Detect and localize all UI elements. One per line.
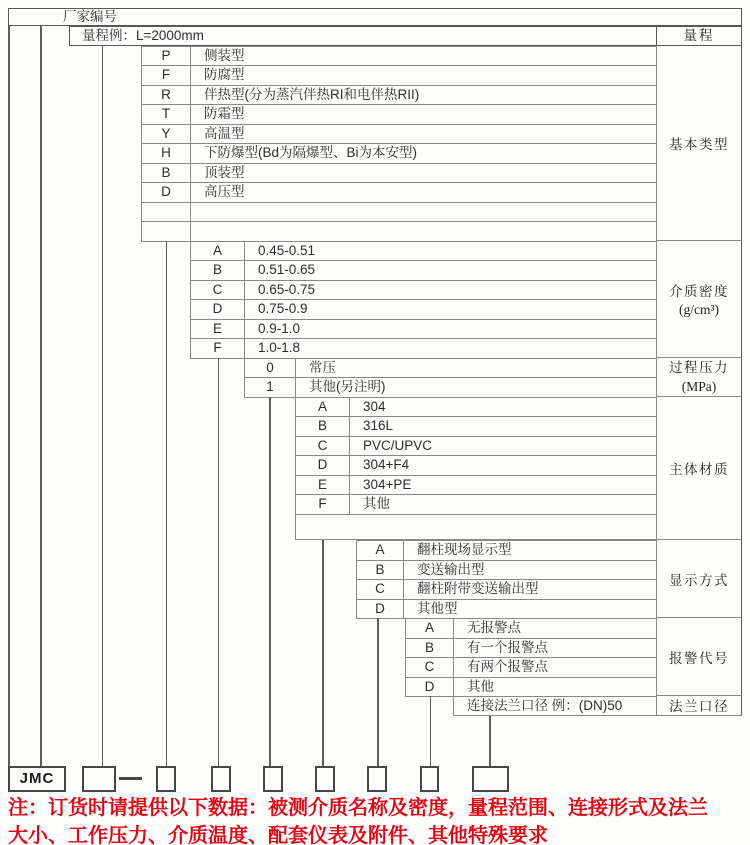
desc-cell: 1.0-1.8 xyxy=(245,339,657,358)
category-label-text: 介质密度 xyxy=(669,283,729,299)
category-label-density xyxy=(657,241,742,358)
model-code-box-alarm-code xyxy=(420,766,439,792)
category-label-display-mode xyxy=(657,540,742,618)
code-cell: B xyxy=(142,164,191,183)
code-cell: 0 xyxy=(245,359,296,378)
category-label-text: 报警代号 xyxy=(669,650,729,666)
density-table xyxy=(190,241,657,359)
model-code-box-density xyxy=(211,766,231,792)
table-row xyxy=(296,476,657,496)
category-label-text: 过程压力 xyxy=(669,359,729,375)
connector-line-display-mode xyxy=(377,618,379,766)
desc-cell: 防霜型 xyxy=(191,105,657,124)
desc-cell xyxy=(191,222,657,241)
table-row xyxy=(296,398,657,418)
order-note xyxy=(8,794,748,845)
code-cell: D xyxy=(406,678,454,697)
desc-cell: 304+PE xyxy=(350,476,657,495)
desc-cell: 0.51-0.65 xyxy=(245,261,657,280)
model-code-box-material xyxy=(315,766,335,792)
table-row xyxy=(406,658,657,678)
connector-line-outer-left xyxy=(8,26,10,767)
code-cell: F xyxy=(296,495,350,514)
desc-cell: 翻柱附带变送输出型 xyxy=(404,580,657,599)
table-row xyxy=(191,300,657,320)
desc-cell: 其他(另注明) xyxy=(296,378,657,397)
connector-line-flange-size xyxy=(489,716,491,767)
model-code-box-display-mode xyxy=(367,766,387,792)
desc-cell: 304+F4 xyxy=(350,456,657,475)
desc-cell: 0.65-0.75 xyxy=(245,281,657,300)
category-label-alarm-code xyxy=(657,618,742,696)
code-cell xyxy=(142,203,191,222)
factory-number-box xyxy=(8,8,742,26)
model-code-box-pressure xyxy=(263,766,283,792)
connector-line-basic-type xyxy=(166,241,168,767)
table-row xyxy=(406,619,657,639)
desc-cell: 其他 xyxy=(350,495,657,514)
table-row xyxy=(296,437,657,457)
connector-line-pressure xyxy=(269,397,271,767)
desc-cell xyxy=(191,203,657,222)
table-row xyxy=(191,320,657,340)
table-row xyxy=(191,261,657,281)
pressure-table xyxy=(244,358,657,398)
table-row xyxy=(142,203,657,223)
model-dash xyxy=(119,777,142,780)
code-cell: C xyxy=(296,437,350,456)
code-cell: D xyxy=(357,600,404,619)
alarm-code-table xyxy=(405,618,657,697)
table-row xyxy=(357,600,657,620)
table-row xyxy=(296,495,657,515)
desc-cell: PVC/UPVC xyxy=(350,437,657,456)
desc-cell: 其他 xyxy=(454,678,657,697)
range-example-text: 量程例：L=2000mm xyxy=(70,27,657,45)
connector-line-factory-no xyxy=(40,26,42,767)
table-row xyxy=(142,125,657,145)
desc-cell: 其他型 xyxy=(404,600,657,619)
code-cell: A xyxy=(357,541,404,560)
category-label-range: 量程 xyxy=(683,28,715,43)
model-code-box-basic-type xyxy=(156,766,176,792)
material-table xyxy=(295,397,657,515)
material-table-empty-row xyxy=(295,514,657,541)
category-label-unit: (MPa) xyxy=(681,378,717,394)
category-label-text: 基本类型 xyxy=(669,136,729,152)
table-row xyxy=(191,281,657,301)
order-note-line1: 注：订货时请提供以下数据：被测介质名称及密度，量程范围、连接形式及法兰 xyxy=(8,797,708,819)
code-cell: H xyxy=(142,144,191,163)
factory-number-label: 厂家编号 xyxy=(63,9,117,24)
connector-line-density xyxy=(218,358,220,767)
table-row xyxy=(357,580,657,600)
code-cell: E xyxy=(191,320,245,339)
code-cell: F xyxy=(191,339,245,358)
code-cell: C xyxy=(191,281,245,300)
code-cell: C xyxy=(406,658,454,677)
desc-cell: 变送输出型 xyxy=(404,561,657,580)
desc-cell: 有两个报警点 xyxy=(454,658,657,677)
category-label-text: 法兰口径 xyxy=(669,699,729,715)
code-cell: Y xyxy=(142,125,191,144)
code-cell: B xyxy=(296,417,350,436)
connector-line-range xyxy=(102,46,104,767)
table-row xyxy=(142,47,657,67)
display-mode-table xyxy=(356,540,657,619)
code-cell: T xyxy=(142,105,191,124)
model-code-box-range xyxy=(82,766,116,792)
code-cell: C xyxy=(357,580,404,599)
model-code-box-flange-size xyxy=(472,766,509,792)
desc-cell: 顶装型 xyxy=(191,164,657,183)
table-row xyxy=(406,678,657,698)
flange-size-row: 连接法兰口径 例：(DN)50 xyxy=(453,696,657,716)
basic-type-table xyxy=(141,46,657,242)
code-cell: F xyxy=(142,66,191,85)
category-label-unit: (g/cm³) xyxy=(678,301,720,317)
table-row xyxy=(142,183,657,203)
table-row xyxy=(245,359,657,379)
desc-cell: 侧装型 xyxy=(191,47,657,66)
order-note-line2: 大小、工作压力、介质温度、配套仪表及附件、其他特殊要求 xyxy=(8,825,548,845)
table-row xyxy=(357,541,657,561)
code-cell: A xyxy=(406,619,454,638)
code-cell: D xyxy=(191,300,245,319)
desc-cell: 高压型 xyxy=(191,183,657,202)
code-cell: D xyxy=(296,456,350,475)
desc-cell: 防腐型 xyxy=(191,66,657,85)
category-label-pressure xyxy=(657,358,742,397)
code-cell: E xyxy=(296,476,350,495)
table-row xyxy=(191,339,657,359)
table-row xyxy=(296,417,657,437)
desc-cell: 伴热型(分为蒸汽伴热RI和电伴热RII) xyxy=(191,86,657,105)
desc-cell: 高温型 xyxy=(191,125,657,144)
table-row xyxy=(296,456,657,476)
range-row xyxy=(69,26,742,46)
code-cell: A xyxy=(296,398,350,417)
model-prefix-box: JMC xyxy=(8,766,66,792)
desc-cell: 常压 xyxy=(296,359,657,378)
table-row xyxy=(191,242,657,262)
code-cell: B xyxy=(406,639,454,658)
code-cell: P xyxy=(142,47,191,66)
desc-cell: 304 xyxy=(350,398,657,417)
table-row xyxy=(142,164,657,184)
connector-line-alarm-code xyxy=(430,696,432,766)
code-cell: R xyxy=(142,86,191,105)
table-row xyxy=(357,561,657,581)
desc-cell: 0.9-1.0 xyxy=(245,320,657,339)
category-label-flange-size xyxy=(657,696,742,716)
code-cell xyxy=(142,222,191,241)
table-row xyxy=(142,222,657,242)
category-label-text: 显示方式 xyxy=(669,572,729,588)
connector-line-material xyxy=(322,540,324,766)
desc-cell: 无报警点 xyxy=(454,619,657,638)
category-label-basic-type xyxy=(657,46,742,241)
code-cell: B xyxy=(191,261,245,280)
table-row xyxy=(142,66,657,86)
code-cell: A xyxy=(191,242,245,261)
table-row xyxy=(142,144,657,164)
table-row xyxy=(142,86,657,106)
desc-cell: 0.75-0.9 xyxy=(245,300,657,319)
desc-cell: 0.45-0.51 xyxy=(245,242,657,261)
desc-cell: 316L xyxy=(350,417,657,436)
code-cell: D xyxy=(142,183,191,202)
table-row xyxy=(406,639,657,659)
desc-cell: 下防爆型(Bd为隔爆型、Bi为本安型) xyxy=(191,144,657,163)
code-cell: 1 xyxy=(245,378,296,397)
category-label-text: 主体材质 xyxy=(669,461,729,477)
table-row xyxy=(245,378,657,398)
desc-cell: 翻柱现场显示型 xyxy=(404,541,657,560)
code-cell: B xyxy=(357,561,404,580)
category-label-material xyxy=(657,397,742,541)
desc-cell: 有一个报警点 xyxy=(454,639,657,658)
table-row xyxy=(142,105,657,125)
